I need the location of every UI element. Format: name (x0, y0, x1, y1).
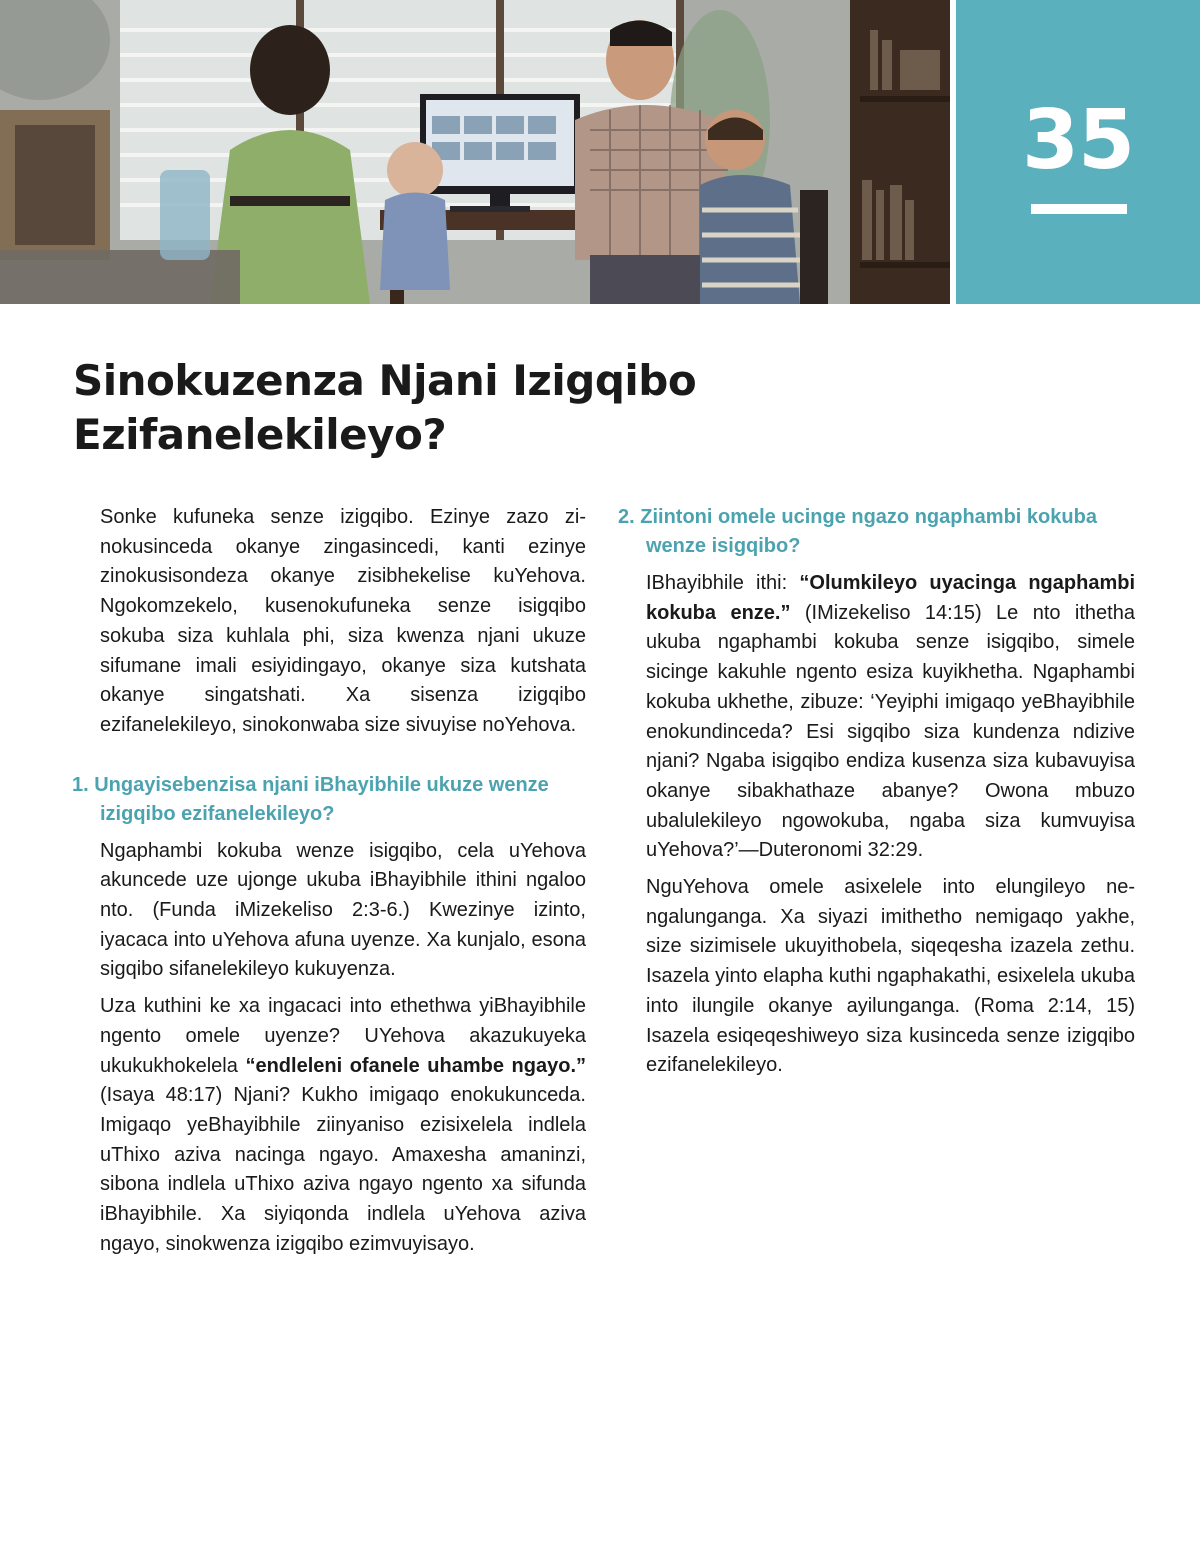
section-1-paragraph-1: Ngaphambi kokuba wenze isigqibo, cela uYehova akuncede uze ujonge ukuba iBhayibhile ithini ngaloo nto. (Funda iMizekeliso 2:3-6.) Kwezinye izinto, iyacaca into uYehova afuna uyenze. Xa kunjalo, esona sigqibo sifanelekileyo kukuyenza. (100, 839, 586, 981)
section-1-scripture-quote: “endleleni ofanele uhambe ngayo.” (245, 1054, 586, 1077)
lesson-number-underline (1031, 204, 1127, 214)
question-2-heading: 2. Ziintoni omele ucinge ngazo ngaphambi kokuba wenze isigqibo? (618, 506, 1097, 557)
header-photo (0, 0, 950, 304)
section-2-paragraph-1-text-b: (IMizekeliso 14:15) Le nto ithetha ukuba ngaphambi kokuba senze isigqibo, simele sicinge kakuhle ngento esiza kuyikhetha. Ngaphambi kokuba ukhethe, zibuze: ‘Yeyiphi imigaqo yeBhayibhile enokundinceda? Esi sigqibo siza kundenza ndizive njani? Ngaba isigqibo endiza kusenza siza kubavuyisa okanye sibakhathaze abanye? Owona mbuzo ubalulekileyo ngowokuba, ngaba siza kumvuyisa uYehova?’—Duteronomi 32:29. (646, 601, 1135, 862)
section-2-scripture-quote: “Olumkileyo uyacinga ngaphambi kokuba enze.” (646, 572, 1135, 624)
right-column (618, 503, 1135, 1088)
section-2-paragraph-2: NguYehova omele asixelele into elungileyo nengalunganga. Xa siyazi imithetho nemigaqo yakhe, size sizimisele ukuyithobela, siqeqesha izazela zethu. Isazela yinto elapha kuthi ngaphakathi, esixelela ukuba into ilungile okanye ayilunganga. (Roma 2:14, 15) Isazela esiqeqeshiweyo siza kusinceda senze izigqibo ezifanelekileyo. (646, 876, 1135, 1077)
left-column (72, 503, 586, 1266)
family-at-computer-illustration (0, 0, 950, 304)
lesson-number: 35 (1021, 93, 1135, 188)
question-1-heading: 1. Ungayisebenzisa njani iBhayibhile ukuze wenze izigqibo ezifanelekileyo? (72, 773, 549, 825)
page-title (73, 354, 973, 462)
section-2-paragraph-1 (646, 569, 1135, 866)
section-2-paragraph-1-text-a: IBhayibhile ithi: (646, 572, 800, 594)
intro-paragraph: Sonke kufuneka senze izigqibo. Ezinye zazo zinokusinceda okanye zingasincedi, kanti ezinye zinokusisondeza okanye zisibhekelise kuYehova. Ngokomzekelo, kusenokufuneka senze isigqibo sokuba siza kuhlala phi, siza kwenza njani ukuze sifumane imali esiyidingayo, okanye siza kutshata okanye singatshati. Xa sisenza izigqibo ezifanelekileyo, sinokonwaba size sivuyise noYehova. (100, 506, 586, 736)
lesson-number-box (956, 0, 1200, 304)
page-title-line-2: Ezifanelekileyo? (73, 410, 447, 459)
page-title-line-1: Sinokuzenza Njani Izigqibo (73, 356, 697, 405)
section-1-paragraph-2 (100, 992, 586, 1259)
section-1-paragraph-2-text-b: (Isaya 48:17) Njani? Kukho imigaqo enokukunceda. Imigaqo yeBhayibhile ziinyaniso ezisixelela indlela uThixo aziva nacinga ngayo. Amaxesha amaninzi, sibona indlela uThixo aziva ngayo ngento xa sifunda iBhayibhile. Xa siyiqonda indlela uYehova aziva ngayo, sinokwenza izigqibo ezimvuyisayo. (100, 1084, 586, 1255)
section-1-paragraph-2-text-a: Uza kuthini ke xa ingacaci into ethethwa yiBhayibhile ngento omele uyenze? UYehova akazukuyeka ukukukhokelela (100, 995, 586, 1077)
